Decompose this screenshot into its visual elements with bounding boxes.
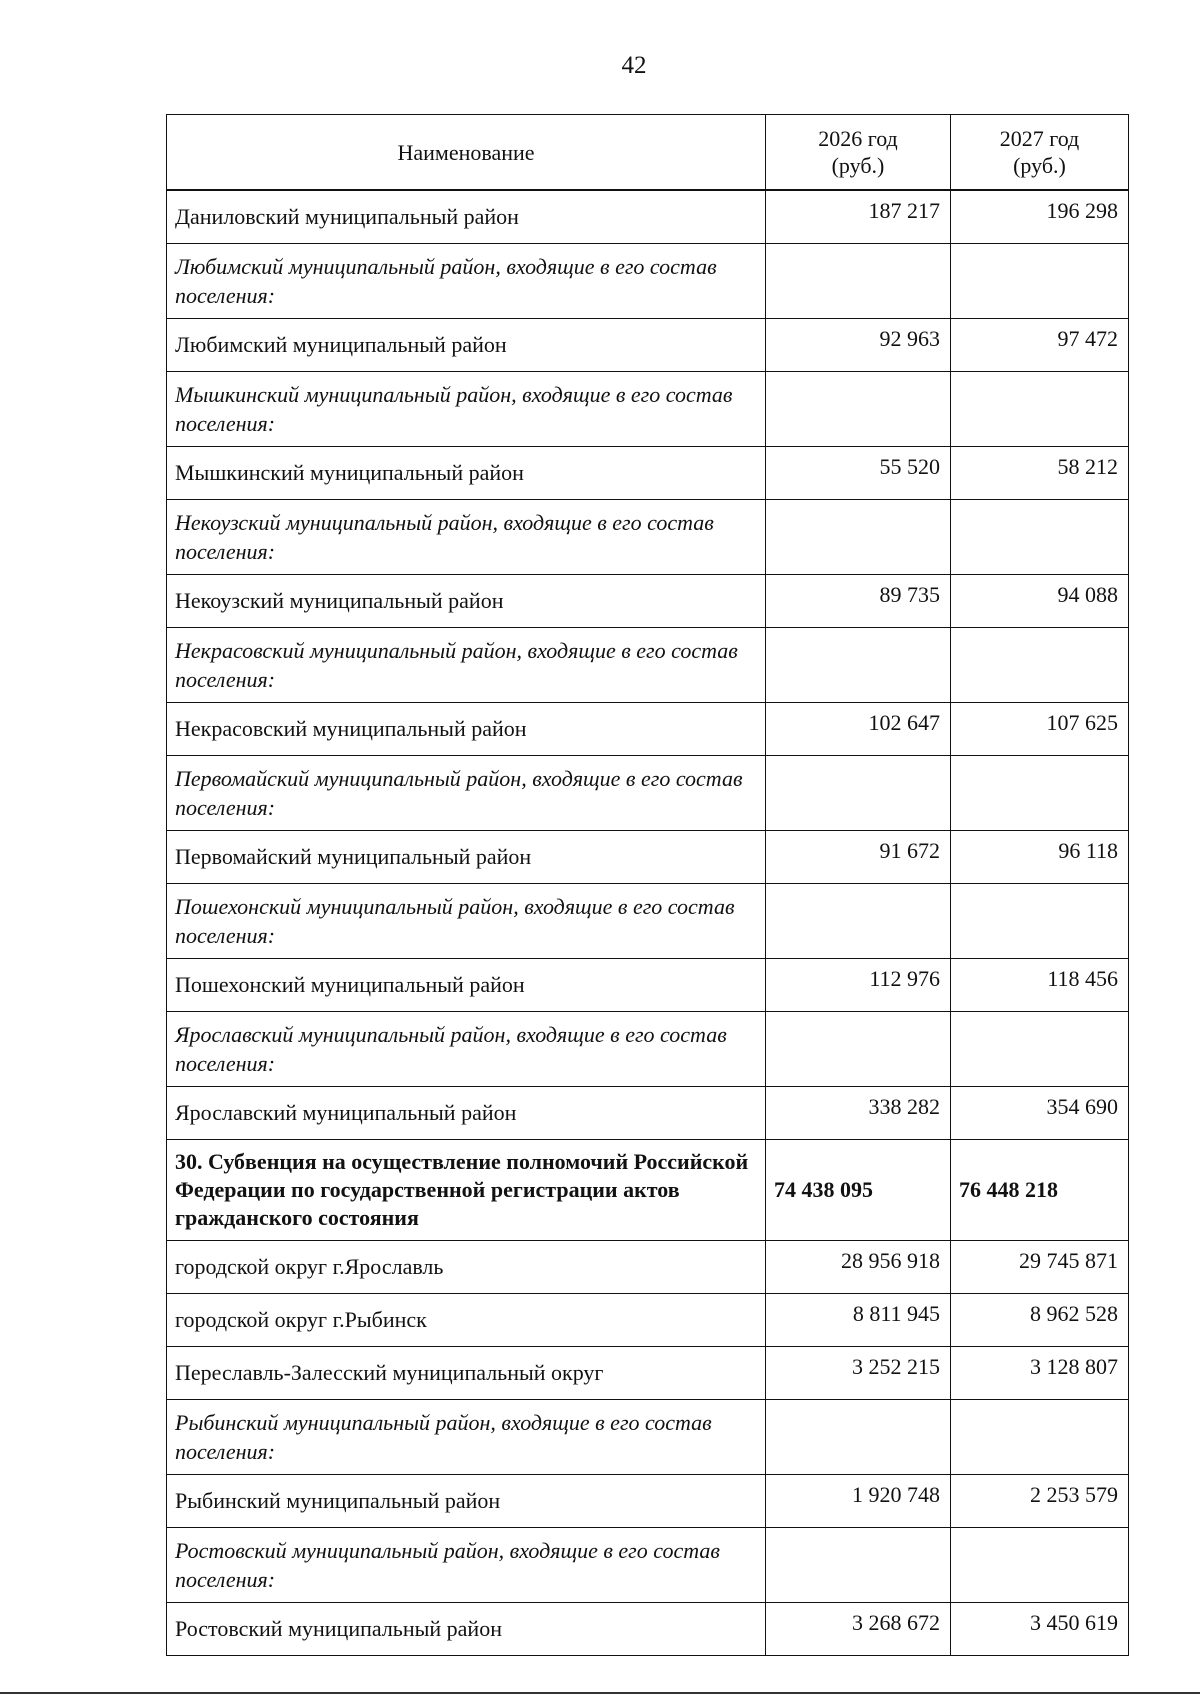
header-2026-unit: (руб.) [831, 153, 885, 178]
row-value-2026: 8 811 945 [766, 1294, 951, 1347]
row-value-2027: 76 448 218 [951, 1140, 1129, 1241]
table-body [167, 190, 1129, 1656]
row-value-2027 [951, 1400, 1129, 1475]
row-value-2026: 92 963 [766, 319, 951, 372]
row-value-2026 [766, 884, 951, 959]
row-name: Некоузский муниципальный район [167, 575, 766, 628]
row-name: Некрасовский муниципальный район [167, 703, 766, 756]
table-row [167, 1347, 1129, 1400]
row-value-2027: 94 088 [951, 575, 1129, 628]
row-value-2027 [951, 244, 1129, 319]
table-row [167, 190, 1129, 244]
row-value-2026 [766, 1528, 951, 1603]
row-name: Ростовский муниципальный район, входящие в его состав поселения: [167, 1528, 766, 1603]
row-name: городской округ г.Ярославль [167, 1241, 766, 1294]
table-row [167, 1241, 1129, 1294]
row-value-2026: 112 976 [766, 959, 951, 1012]
table-header-row [167, 115, 1129, 191]
table-group-row [167, 1012, 1129, 1087]
row-value-2026 [766, 500, 951, 575]
row-value-2027: 107 625 [951, 703, 1129, 756]
row-value-2026 [766, 756, 951, 831]
row-value-2027: 29 745 871 [951, 1241, 1129, 1294]
row-value-2027: 3 128 807 [951, 1347, 1129, 1400]
row-value-2026 [766, 244, 951, 319]
row-value-2026 [766, 1400, 951, 1475]
table-group-row [167, 1528, 1129, 1603]
row-value-2027: 97 472 [951, 319, 1129, 372]
table-row [167, 1294, 1129, 1347]
table-group-row [167, 756, 1129, 831]
row-value-2027: 96 118 [951, 831, 1129, 884]
row-value-2026: 74 438 095 [766, 1140, 951, 1241]
table-group-row [167, 244, 1129, 319]
header-2027-unit: (руб.) [1013, 153, 1066, 178]
table-row [167, 1475, 1129, 1528]
row-value-2026: 102 647 [766, 703, 951, 756]
row-name: Первомайский муниципальный район [167, 831, 766, 884]
row-value-2026: 28 956 918 [766, 1241, 951, 1294]
row-value-2027 [951, 756, 1129, 831]
row-value-2026: 55 520 [766, 447, 951, 500]
table-row [167, 575, 1129, 628]
table-row [167, 447, 1129, 500]
row-name: Мышкинский муниципальный район, входящие в его состав поселения: [167, 372, 766, 447]
row-value-2027 [951, 372, 1129, 447]
page-bottom-edge [0, 1692, 1200, 1694]
row-name: 30. Субвенция на осуществление полномочий Российской Федерации по государственной регистрации актов гражданского состояния [167, 1140, 766, 1241]
row-value-2026: 89 735 [766, 575, 951, 628]
subvention-table [166, 114, 1129, 1656]
row-value-2026: 187 217 [766, 190, 951, 244]
row-value-2026 [766, 1012, 951, 1087]
table-row [167, 319, 1129, 372]
table-section-row [167, 1140, 1129, 1241]
table-row [167, 831, 1129, 884]
row-value-2027 [951, 500, 1129, 575]
row-name: Некрасовский муниципальный район, входящие в его состав поселения: [167, 628, 766, 703]
header-2027 [951, 115, 1129, 191]
header-name: Наименование [167, 115, 766, 191]
header-2026 [766, 115, 951, 191]
row-value-2027: 354 690 [951, 1087, 1129, 1140]
row-name: городской округ г.Рыбинск [167, 1294, 766, 1347]
row-value-2026: 91 672 [766, 831, 951, 884]
row-value-2027: 196 298 [951, 190, 1129, 244]
row-value-2026 [766, 372, 951, 447]
row-name: Любимский муниципальный район [167, 319, 766, 372]
row-name: Рыбинский муниципальный район, входящие в его состав поселения: [167, 1400, 766, 1475]
page-number: 42 [621, 52, 647, 79]
row-name: Ярославский муниципальный район [167, 1087, 766, 1140]
row-value-2027: 3 450 619 [951, 1603, 1129, 1656]
row-name: Переславль-Залесский муниципальный округ [167, 1347, 766, 1400]
table-row [167, 959, 1129, 1012]
row-name: Ярославский муниципальный район, входящие в его состав поселения: [167, 1012, 766, 1087]
row-value-2027 [951, 884, 1129, 959]
row-value-2027: 2 253 579 [951, 1475, 1129, 1528]
table-group-row [167, 1400, 1129, 1475]
row-value-2026: 3 268 672 [766, 1603, 951, 1656]
row-name: Рыбинский муниципальный район [167, 1475, 766, 1528]
table-group-row [167, 372, 1129, 447]
row-value-2027: 118 456 [951, 959, 1129, 1012]
row-value-2027: 8 962 528 [951, 1294, 1129, 1347]
row-value-2027 [951, 1012, 1129, 1087]
row-value-2026: 338 282 [766, 1087, 951, 1140]
row-value-2026 [766, 628, 951, 703]
table-group-row [167, 500, 1129, 575]
row-name: Первомайский муниципальный район, входящие в его состав поселения: [167, 756, 766, 831]
row-name: Некоузский муниципальный район, входящие в его состав поселения: [167, 500, 766, 575]
table-group-row [167, 884, 1129, 959]
header-2027-year: 2027 год [999, 126, 1080, 151]
row-name: Пошехонский муниципальный район [167, 959, 766, 1012]
table-row [167, 1087, 1129, 1140]
row-value-2027 [951, 628, 1129, 703]
row-name: Ростовский муниципальный район [167, 1603, 766, 1656]
row-name: Пошехонский муниципальный район, входящие в его состав поселения: [167, 884, 766, 959]
row-value-2026: 3 252 215 [766, 1347, 951, 1400]
row-name: Даниловский муниципальный район [167, 190, 766, 244]
row-name: Любимский муниципальный район, входящие в его состав поселения: [167, 244, 766, 319]
row-value-2026: 1 920 748 [766, 1475, 951, 1528]
table-row [167, 1603, 1129, 1656]
header-2026-year: 2026 год [818, 126, 898, 151]
table-row [167, 703, 1129, 756]
row-name: Мышкинский муниципальный район [167, 447, 766, 500]
row-value-2027 [951, 1528, 1129, 1603]
table-group-row [167, 628, 1129, 703]
row-value-2027: 58 212 [951, 447, 1129, 500]
